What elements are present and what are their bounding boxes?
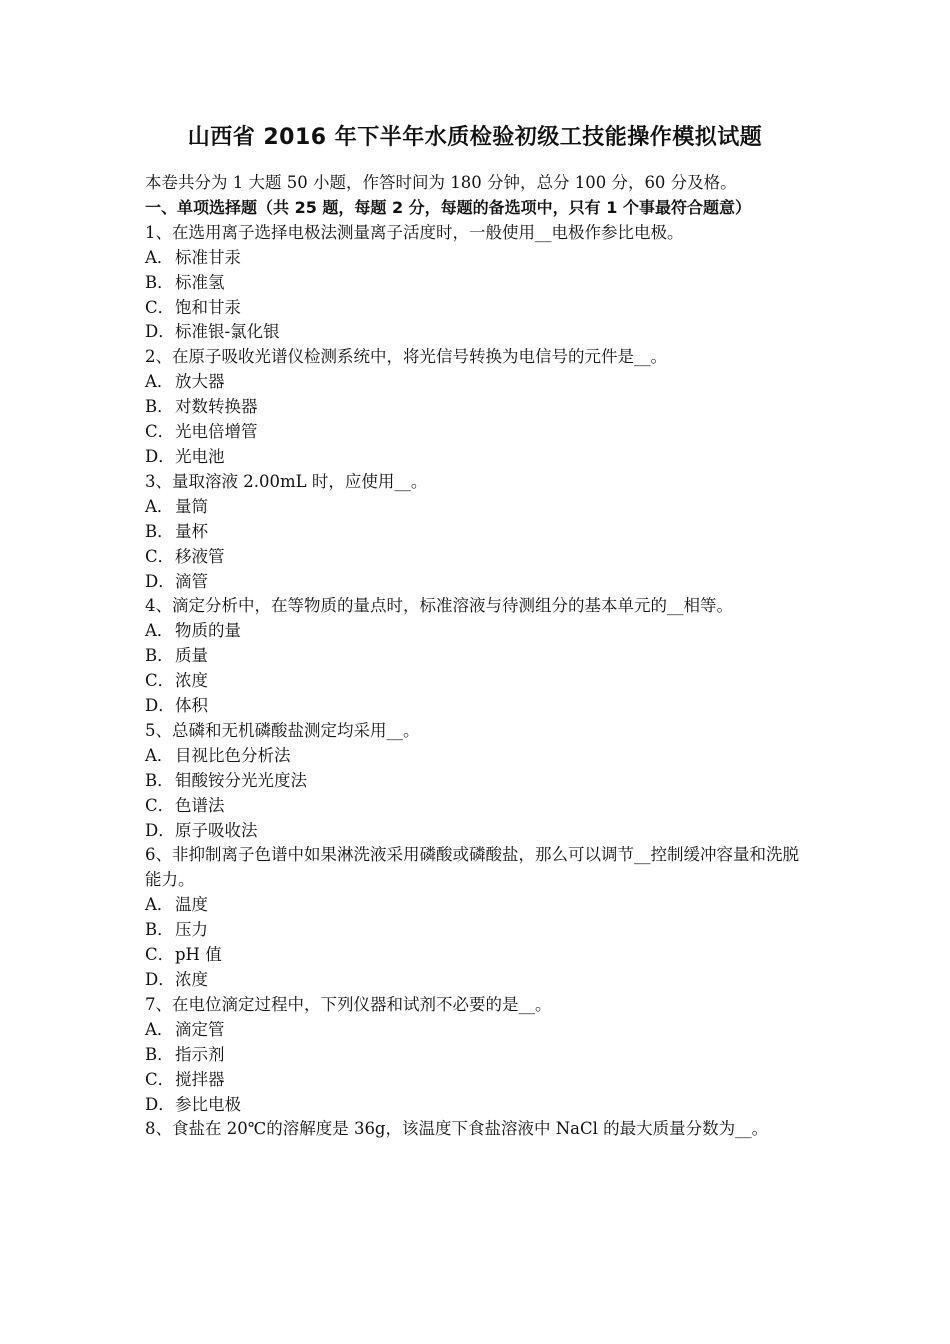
option-a [145, 1018, 813, 1043]
option-c [145, 420, 813, 445]
question-stem: 3、量取溶液 2.00mL 时，应使用__。 [145, 471, 428, 491]
question-stem: 2、在原子吸收光谱仪检测系统中，将光信号转换为电信号的元件是__。 [145, 347, 667, 367]
option-letter: C． [145, 671, 175, 691]
option-letter: C． [145, 945, 175, 965]
option-b [145, 1043, 813, 1068]
option-letter: A． [145, 895, 174, 915]
option-text: 量杯 [175, 521, 208, 541]
option-d [145, 445, 813, 470]
option-b [145, 769, 813, 794]
question-8 [145, 1117, 813, 1142]
option-letter: D． [145, 571, 175, 591]
question-stem: 1、在选用离子选择电极法测量离子活度时，一般使用__电极作参比电极。 [145, 222, 684, 242]
option-letter: B． [145, 770, 174, 790]
question-5 [145, 719, 813, 844]
option-text: 原子吸收法 [175, 820, 258, 840]
option-text: 对数转换器 [175, 397, 258, 417]
question-1 [145, 221, 813, 346]
option-letter: D． [145, 970, 175, 989]
option-letter: D． [145, 1094, 175, 1114]
option-b [145, 644, 813, 669]
question-stem: 5、总磷和无机磷酸盐测定均采用__。 [145, 720, 420, 740]
option-text: 标准银-氯化银 [175, 322, 280, 342]
option-letter: A． [145, 247, 174, 267]
option-a [145, 619, 813, 644]
option-text: 标准甘汞 [175, 247, 241, 267]
question-2 [145, 345, 813, 470]
option-letter: D． [145, 446, 175, 466]
section-heading: 一、单项选择题（共 25 题，每题 2 分，每题的备选项中，只有 1 个事最符合题意） [145, 197, 751, 217]
option-text: 移液管 [175, 546, 225, 566]
option-b [145, 520, 813, 545]
option-text: 体积 [175, 696, 208, 716]
option-letter: D． [145, 322, 175, 342]
question-stem: 6、非抑制离子色谱中如果淋洗液采用磷酸或磷酸盐，那么可以调节__控制缓冲容量和洗脱能力。 [145, 845, 799, 890]
question-4 [145, 594, 813, 719]
option-letter: A． [145, 745, 174, 765]
question-stem: 7、在电位滴定过程中，下列仪器和试剂不必要的是__。 [145, 994, 552, 1014]
option-d [145, 694, 813, 719]
option-c [145, 296, 813, 321]
option-text: 浓度 [175, 671, 208, 691]
option-d [145, 1093, 813, 1118]
option-letter: A． [145, 1019, 174, 1039]
option-letter: B． [145, 397, 174, 417]
option-text: 量筒 [175, 496, 208, 516]
option-c [145, 669, 813, 694]
question-stem: 8、食盐在 20℃的溶解度是 36g，该温度下食盐溶液中 NaCl 的最大质量分数为__。 [145, 1119, 769, 1139]
option-text: 浓度 [175, 970, 208, 989]
option-c [145, 794, 813, 819]
option-letter: B． [145, 646, 174, 666]
option-a [145, 744, 813, 769]
option-text: pH 值 [175, 945, 222, 965]
option-letter: A． [145, 496, 174, 516]
question-3 [145, 470, 813, 595]
option-text: 放大器 [175, 372, 225, 392]
option-letter: D． [145, 696, 175, 716]
option-a [145, 370, 813, 395]
option-c [145, 1068, 813, 1093]
option-letter: B． [145, 272, 174, 292]
option-letter: C． [145, 546, 175, 566]
exam-intro: 本卷共分为 1 大题 50 小题，作答时间为 180 分钟，总分 100 分，60 分及格。 [145, 173, 737, 192]
option-text: 搅拌器 [175, 1069, 225, 1089]
option-text: 压力 [175, 920, 208, 940]
question-6 [145, 843, 813, 992]
option-d [145, 819, 813, 844]
option-letter: B． [145, 1044, 174, 1064]
option-letter: C． [145, 1069, 175, 1089]
option-letter: A． [145, 372, 174, 392]
option-a [145, 893, 813, 918]
option-text: 滴定管 [175, 1019, 225, 1039]
option-letter: C． [145, 297, 175, 317]
option-letter: B． [145, 521, 174, 541]
option-text: 钼酸铵分光光度法 [175, 770, 307, 790]
option-a [145, 246, 813, 271]
option-c [145, 545, 813, 570]
option-letter: C． [145, 795, 175, 815]
option-text: 指示剂 [175, 1044, 225, 1064]
option-d [145, 320, 813, 345]
option-c [145, 943, 813, 968]
option-text: 物质的量 [175, 621, 241, 641]
option-letter: B． [145, 920, 174, 940]
option-text: 温度 [175, 895, 208, 915]
option-b [145, 271, 813, 296]
option-text: 饱和甘汞 [175, 297, 241, 317]
question-7 [145, 993, 813, 1118]
option-letter: A． [145, 621, 174, 641]
option-text: 标准氢 [175, 272, 225, 292]
option-b [145, 918, 813, 943]
option-text: 质量 [175, 646, 208, 666]
option-d [145, 968, 813, 993]
option-letter: C． [145, 422, 175, 442]
document-body [145, 171, 813, 1142]
option-text: 光电池 [175, 446, 225, 466]
option-a [145, 495, 813, 520]
page-title: 山西省 2016 年下半年水质检验初级工技能操作模拟试题 [187, 125, 763, 150]
option-text: 目视比色分析法 [175, 745, 291, 765]
question-stem: 4、滴定分析中，在等物质的量点时，标准溶液与待测组分的基本单元的__相等。 [145, 596, 733, 616]
option-d [145, 570, 813, 595]
option-text: 参比电极 [175, 1094, 241, 1114]
option-text: 光电倍增管 [175, 422, 258, 442]
option-text: 色谱法 [175, 795, 225, 815]
option-text: 滴管 [175, 571, 208, 591]
option-b [145, 395, 813, 420]
option-letter: D． [145, 820, 175, 840]
